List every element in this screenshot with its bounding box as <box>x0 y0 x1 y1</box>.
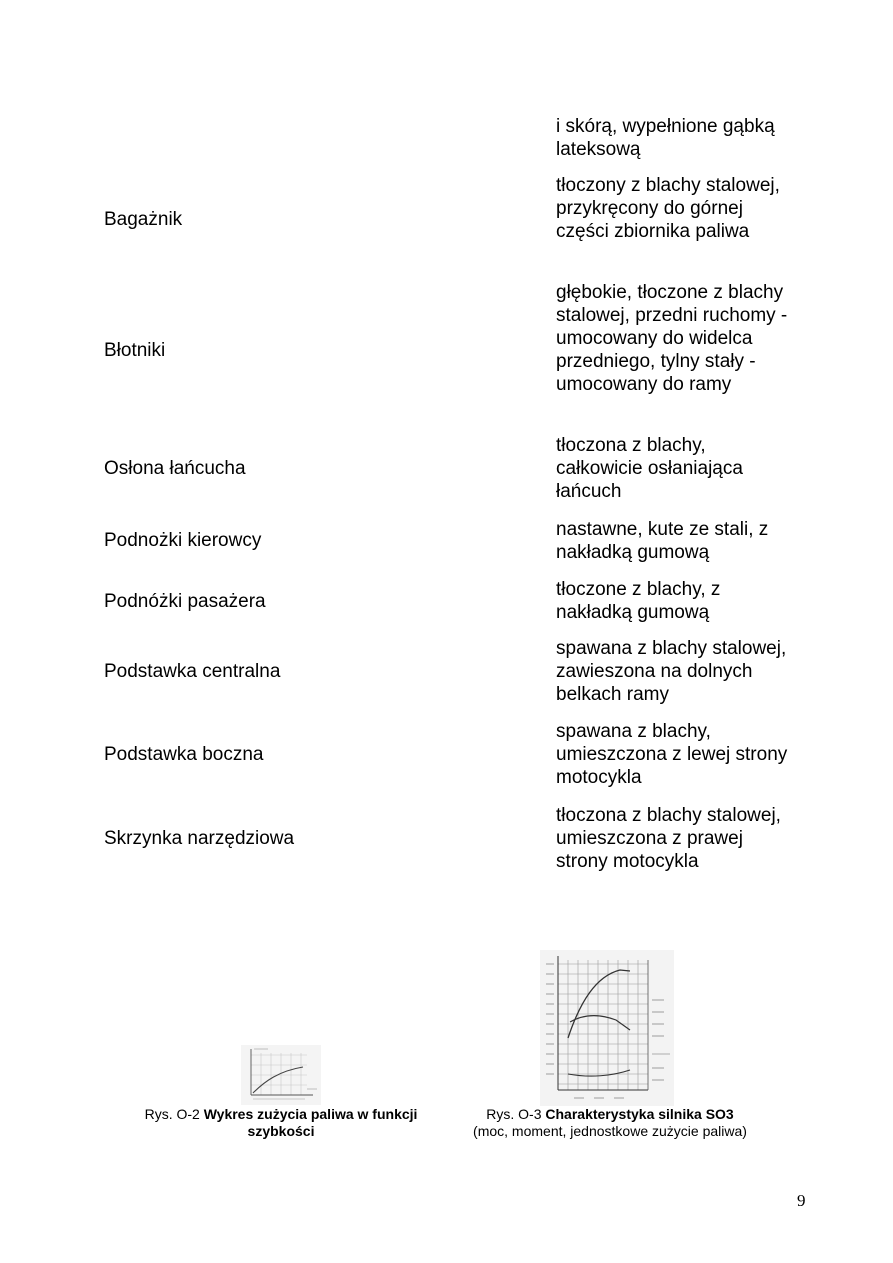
fig-o2-caption <box>116 1106 446 1140</box>
fig-o2-chart-image <box>241 1045 321 1105</box>
spec-label: Bagażnik <box>104 209 183 230</box>
spec-desc: i skórą, wypełnione gąbką lateksową <box>556 116 775 160</box>
spec-label: Podnożki kierowcy <box>104 530 262 551</box>
spec-label: Podstawka centralna <box>104 661 281 682</box>
spec-desc: tłoczona z blachy, całkowicie osłaniająca łańcuch <box>556 435 743 502</box>
spec-label: Podnóżki pasażera <box>104 591 266 612</box>
fig-o3-title: Charakterystyka silnika SO3 <box>545 1106 734 1122</box>
fig-o3-prefix: Rys. O-3 <box>486 1106 546 1122</box>
fig-o3-caption <box>445 1106 775 1140</box>
spec-desc: tłoczony z blachy stalowej, przykręcony do górnej części zbiornika paliwa <box>556 175 780 242</box>
spec-label: Błotniki <box>104 340 166 361</box>
spec-desc: spawana z blachy, umieszczona z lewej strony motocykla <box>556 721 788 788</box>
spec-label: Osłona łańcucha <box>104 458 246 479</box>
spec-desc: spawana z blachy stalowej, zawieszona na dolnych belkach ramy <box>556 638 787 705</box>
fig-o2-prefix: Rys. O-2 <box>144 1106 204 1122</box>
spec-label: Podstawka boczna <box>104 744 264 765</box>
spec-label: Skrzynka narzędziowa <box>104 828 295 849</box>
fig-o3-subtitle: (moc, moment, jednostkowe zużycie paliwa) <box>473 1123 747 1139</box>
fig-o3-chart-image <box>540 950 674 1106</box>
spec-desc: głębokie, tłoczone z blachy stalowej, przedni ruchomy - umocowany do widelca przedniego, tylny stały - umocowany do ramy <box>556 282 788 395</box>
spec-desc: tłoczona z blachy stalowej, umieszczona z prawej strony motocykla <box>556 805 781 872</box>
page-number: 9 <box>797 1191 806 1210</box>
spec-desc: tłoczone z blachy, z nakładką gumową <box>556 579 721 623</box>
spec-desc: nastawne, kute ze stali, z nakładką gumową <box>556 519 769 563</box>
fig-o2-title: Wykres zużycia paliwa w funkcji szybkości <box>203 1106 418 1139</box>
